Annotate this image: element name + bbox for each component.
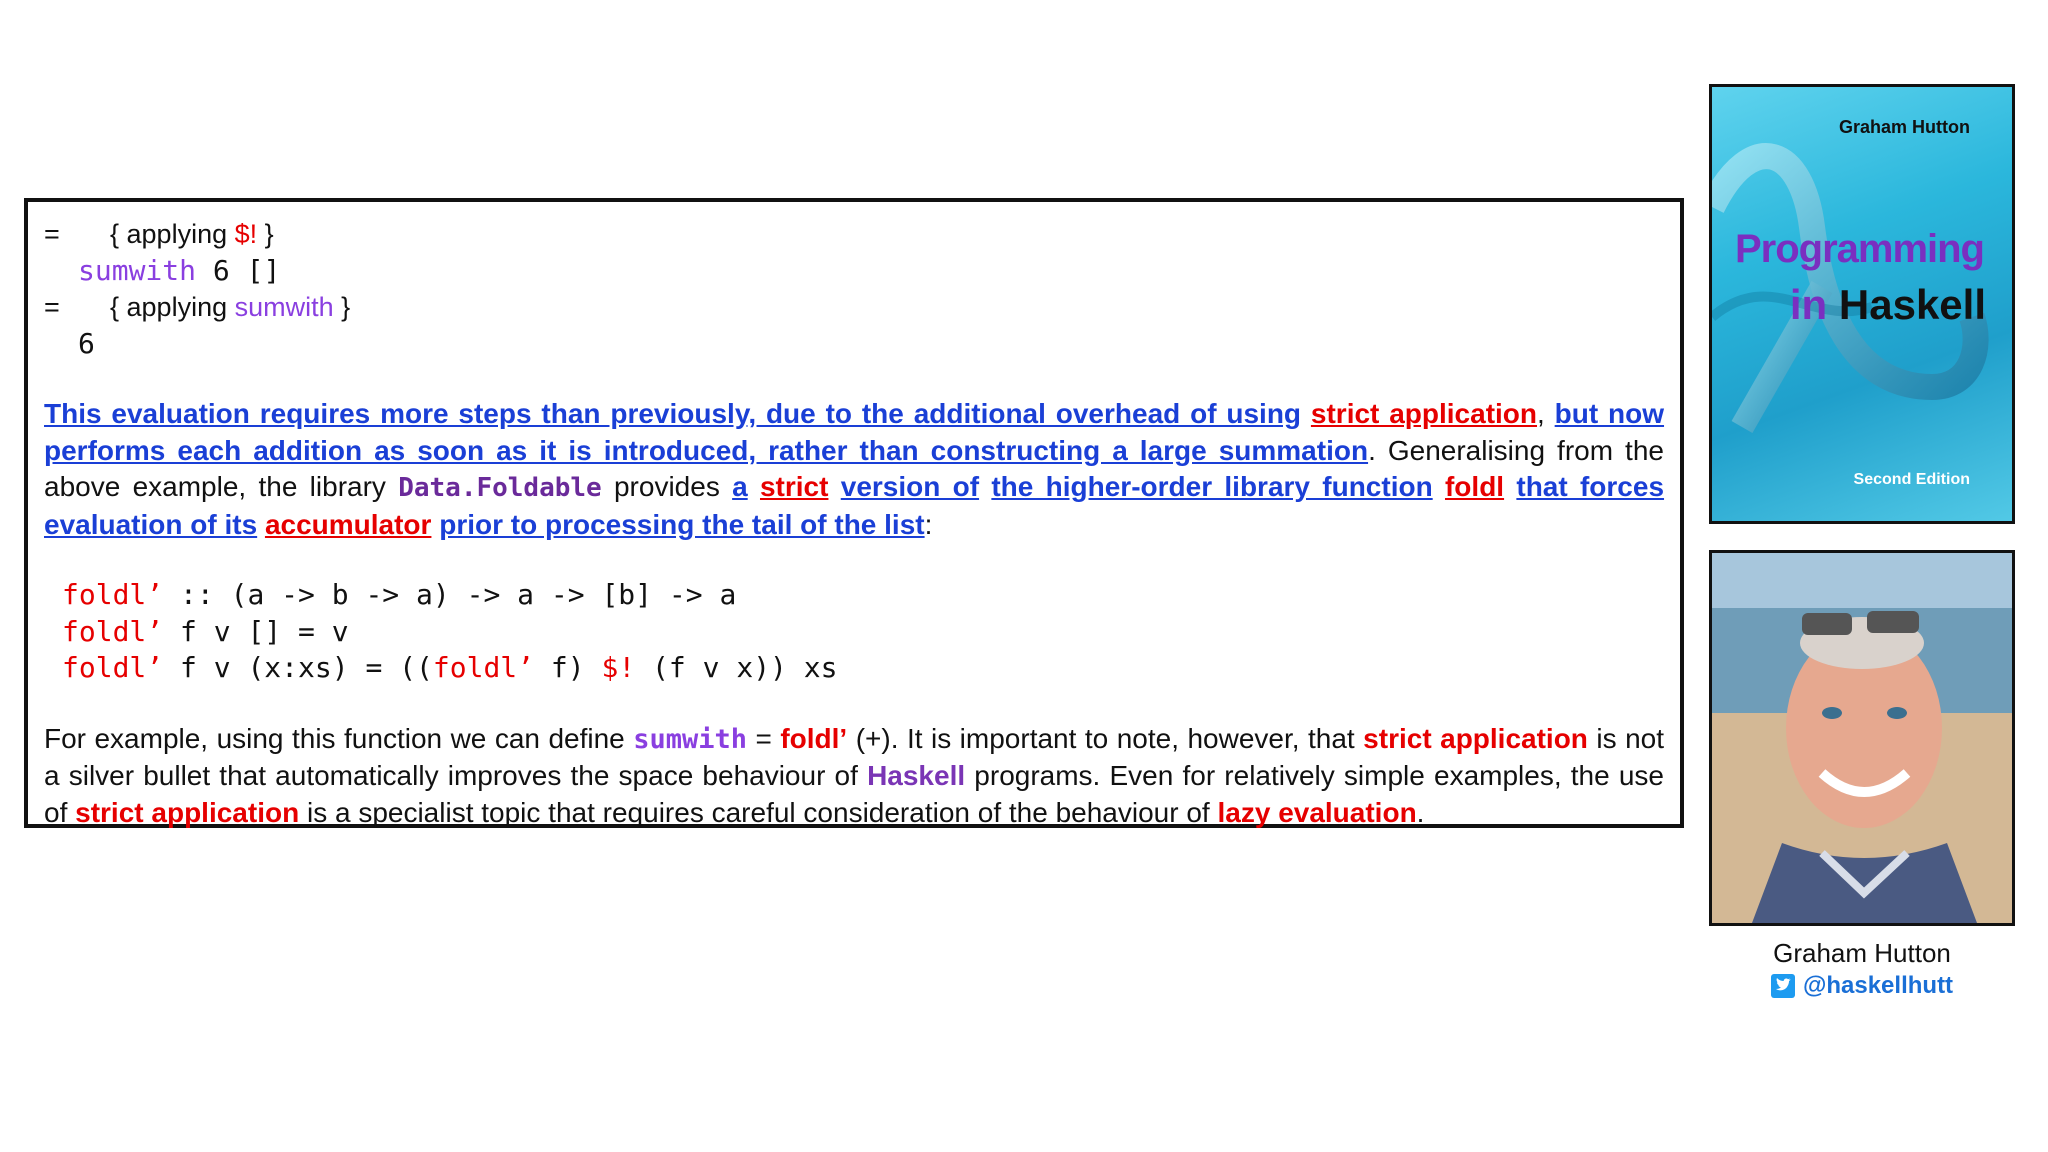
content-panel <box>24 198 1684 828</box>
calc-result: 6 <box>78 326 95 360</box>
fn-sumwith: sumwith <box>78 253 197 287</box>
book-edition: Second Edition <box>1853 471 1970 488</box>
equals-sign: = <box>44 292 60 322</box>
book-title-line2: in Haskell <box>1789 281 1986 328</box>
book-cover <box>1709 84 2015 524</box>
portrait-image <box>1712 553 2012 923</box>
calc-step-2 <box>44 289 1664 326</box>
calculation-block <box>44 216 1664 362</box>
equals-sign: = <box>44 219 60 249</box>
author-name: Graham Hutton <box>1773 938 1951 968</box>
code-line-3: foldl’ f v (x:xs) = ((foldl’ f) $! (f v x)) xs <box>62 651 838 684</box>
calc-step-1 <box>44 216 1664 253</box>
calc-expression-1: sumwith 6 [] <box>44 253 1664 290</box>
paragraph-evaluation: This evaluation requires more steps than previously, due to the additional overhead of using strict application, but now performs each addition as soon as it is introduced, rather than constructing a large summation. Generalising from the above example, the library Data.Foldable provides a strict version of the higher-order library function foldl that forces evaluation of its accumulator prior to processing the tail of the list: <box>44 398 1665 540</box>
book-title-line1: Programming <box>1734 227 1984 271</box>
strict-op: $! <box>234 219 258 249</box>
book-author: Graham Hutton <box>1838 117 1970 137</box>
code-block <box>44 577 1664 687</box>
hint-text: { applying sumwith } <box>110 292 351 322</box>
code-line-2: foldl’ f v [] = v <box>62 614 349 648</box>
author-photo <box>1709 550 2015 926</box>
code-line-1: foldl’ :: (a -> b -> a) -> a -> [b] -> a <box>62 578 737 611</box>
hint-text: { applying $! } <box>110 219 274 249</box>
module-name: Data.Foldable <box>398 473 602 503</box>
paragraph-example: For example, using this function we can define sumwith = foldl’ (+). It is important to note, however, that strict application is not a silver bullet that automatically improves the space behaviour of Haskell programs. Even for relatively simple examples, the use of strict application is a specialist topic that requires careful consideration of the behaviour of lazy evaluation. <box>44 722 1665 828</box>
twitter-icon <box>1771 974 1795 998</box>
twitter-handle[interactable]: @haskellhutt <box>1700 972 2024 1000</box>
fn-sumwith: sumwith <box>234 292 334 322</box>
